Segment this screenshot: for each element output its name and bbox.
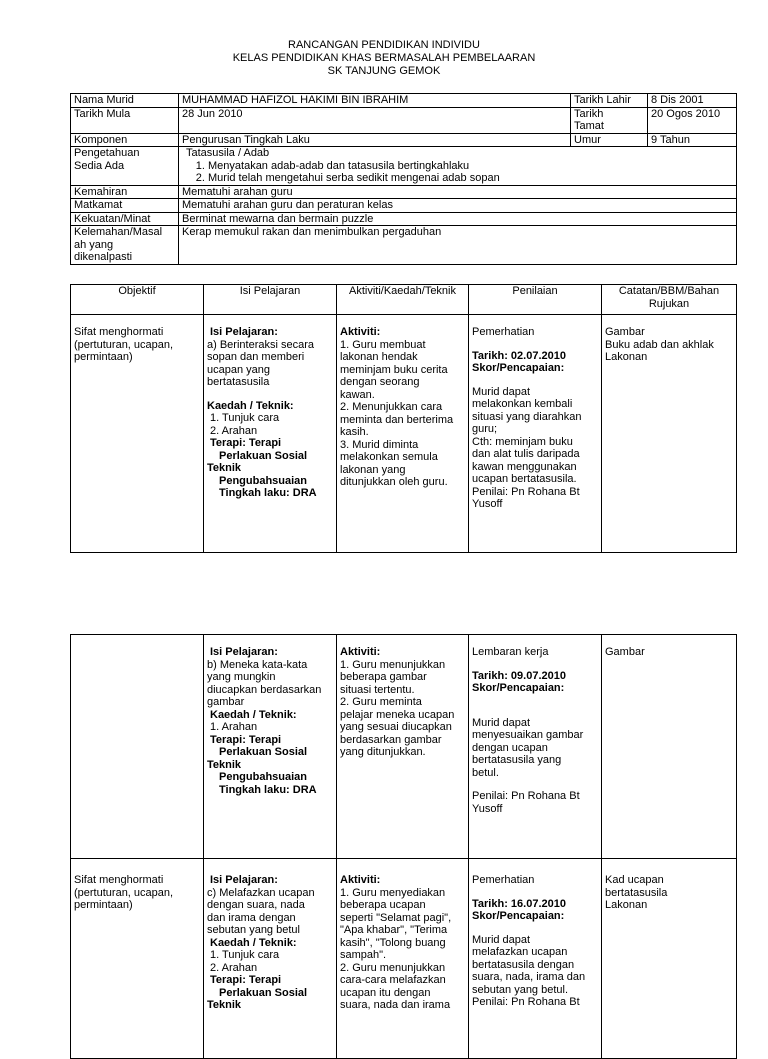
objektif-cell [71, 315, 204, 553]
isi-cell [204, 635, 337, 859]
catatan-line: bertatasusila [605, 886, 668, 899]
nama-label: Nama Murid [71, 94, 179, 108]
penilaian-line: Murid dapat [472, 933, 531, 946]
table-row [71, 859, 737, 1059]
penilaian-line: guru; [472, 423, 498, 435]
kelemahan-label-1: Kelemahan/Masal [74, 226, 163, 238]
doc-title [0, 39, 768, 78]
aktiviti-line: kasih. [340, 426, 369, 438]
kelemahan-label-2: ah yang [74, 238, 114, 251]
penilaian-line: situasi yang diarahkan [472, 410, 582, 423]
penilaian-line: sebutan yang betul. [472, 983, 569, 996]
tarikh-line: Tarikh: 02.07.2010 [472, 349, 566, 362]
penilai-line: Penilai: Pn Rohana Bt [472, 790, 580, 802]
catatan-cell [602, 635, 737, 859]
penilaian-line: dan alat tulis daripada [472, 448, 580, 460]
penilaian-title: Lembaran kerja [472, 646, 549, 658]
matkamat-label: Matkamat [71, 199, 179, 213]
penilaian-line: Murid dapat [472, 385, 531, 398]
penilaian-line: bertatasusila yang [472, 754, 562, 766]
objektif-line: permintaan) [74, 351, 133, 363]
isi-line: ucapan yang [207, 363, 270, 376]
aktiviti-line: 3. Murid diminta [340, 438, 419, 451]
isi-line: sebutan yang betul [207, 924, 300, 936]
aktiviti-line: yang ditunjukkan. [340, 746, 426, 758]
student-info-table [70, 93, 737, 265]
tarikh-line: Tarikh: 09.07.2010 [472, 669, 566, 682]
penilaian-line: melafazkan ucapan [472, 946, 568, 958]
table-row [71, 315, 737, 553]
skor-line: Skor/Pencapaian: [472, 910, 565, 922]
penilaian-title: Pemerhatian [472, 326, 535, 338]
tarikh-mula-label: Tarikh Mula [71, 107, 179, 133]
tarikh-lahir-label: Tarikh Lahir [571, 94, 648, 108]
penilai-line: Yusoff [472, 498, 503, 510]
isi-line: sopan dan memberi [207, 351, 305, 363]
col-header-catatan [602, 285, 737, 315]
teknik-line: Pengubahsuaian [219, 771, 308, 783]
terapi-line: Terapi: Terapi [210, 733, 282, 746]
pengetahuan-item: 2. Murid telah mengetahui serba sedikit mengenai adab sopan [208, 172, 733, 185]
kelemahan-value: Kerap memukul rakan dan menimbulkan pergaduhan [179, 226, 737, 265]
aktiviti-cell [337, 635, 469, 859]
terapi-line: Perlakuan Sosial [219, 746, 308, 758]
tarikh-line: Tarikh: 16.07.2010 [472, 897, 566, 910]
catatan-line: Gambar [605, 326, 645, 338]
kaedah-item: 2. Arahan [210, 424, 258, 437]
title-line-2: KELAS PENDIDIKAN KHAS BERMASALAH PEMBELAARAN [232, 52, 536, 64]
kaedah-title: Kaedah / Teknik: [210, 708, 297, 721]
catatan-cell [602, 315, 737, 553]
col-header-penilaian: Penilaian [469, 285, 602, 315]
isi-cell [204, 315, 337, 553]
penilaian-line: kawan menggunakan [472, 460, 577, 473]
aktiviti-line: 1. Guru membuat [340, 338, 426, 351]
isi-title: Isi Pelajaran: [210, 326, 278, 338]
objektif-line: permintaan) [74, 899, 133, 911]
komponen-label: Komponen [71, 133, 179, 147]
aktiviti-line: 1. Guru menyediakan [340, 886, 446, 899]
penilaian-line: Murid dapat [472, 716, 531, 729]
pengetahuan-label-2: Sedia Ada [74, 159, 125, 172]
aktiviti-title: Aktiviti: [340, 646, 381, 658]
penilaian-title: Pemerhatian [472, 874, 535, 886]
aktiviti-cell [337, 315, 469, 553]
aktiviti-title: Aktiviti: [340, 874, 381, 886]
penilaian-line: ucapan bertatasusila. [472, 473, 577, 485]
aktiviti-line: lakonan hendak [340, 351, 418, 363]
tarikh-tamat-label [571, 107, 648, 133]
aktiviti-line: beberapa ucapan [340, 899, 426, 911]
lesson-plan-table-2 [70, 634, 737, 1059]
nama-value: MUHAMMAD HAFIZOL HAKIMI BIN IBRAHIM [179, 94, 571, 108]
penilai-line: Penilai: Pn Rohana Bt [472, 485, 580, 498]
isi-title: Isi Pelajaran: [210, 874, 278, 886]
catatan-line: Lakonan [605, 899, 648, 911]
tarikh-lahir-value: 8 Dis 2001 [648, 94, 737, 108]
terapi-line: Perlakuan Sosial [219, 449, 308, 462]
teknik-line: Teknik [207, 462, 242, 474]
aktiviti-line: "Apa khabar", "Terima [340, 924, 448, 936]
aktiviti-line: seperti "Selamat pagi", [340, 911, 452, 924]
skor-line: Skor/Pencapaian: [472, 682, 565, 694]
matkamat-value: Mematuhi arahan guru dan peraturan kelas [179, 199, 737, 213]
aktiviti-line: meminjam buku cerita [340, 363, 448, 376]
kemahiran-label: Kemahiran [71, 185, 179, 199]
penilaian-line: Cth: meminjam buku [472, 435, 573, 448]
tarikh-tamat-value: 20 Ogos 2010 [648, 107, 737, 133]
isi-cell [204, 859, 337, 1059]
aktiviti-title: Aktiviti: [340, 326, 381, 338]
objektif-line: (pertuturan, ucapan, [74, 338, 174, 351]
col-header-objektif: Objektif [71, 285, 204, 315]
isi-title: Isi Pelajaran: [210, 646, 278, 658]
aktiviti-line: 2. Guru meminta [340, 696, 422, 708]
penilaian-cell [469, 315, 602, 553]
col-header-isi: Isi Pelajaran [204, 285, 337, 315]
penilaian-line: menyesuaikan gambar [472, 729, 584, 741]
kemahiran-value: Mematuhi arahan guru [179, 185, 737, 199]
kekuatan-label: Kekuatan/Minat [71, 212, 179, 226]
tarikh-mula-value: 28 Jun 2010 [179, 107, 571, 133]
aktiviti-line: cara-cara melafazkan [340, 974, 446, 986]
lesson-plan-table-1 [70, 284, 737, 553]
aktiviti-line: suara, nada dan irama [340, 999, 451, 1011]
pengetahuan-value [179, 147, 737, 186]
isi-line: c) Melafazkan ucapan [207, 886, 315, 899]
teknik-line: Teknik [207, 999, 242, 1011]
aktiviti-line: meminta dan berterima [340, 413, 454, 426]
penilai-line: Yusoff [472, 802, 503, 815]
table-row [71, 635, 737, 859]
isi-line: b) Meneka kata-kata [207, 658, 308, 671]
kaedah-title: Kaedah / Teknik: [207, 399, 294, 412]
aktiviti-cell [337, 859, 469, 1059]
aktiviti-line: lakonan yang [340, 463, 406, 476]
col-header-aktiviti: Aktiviti/Kaedah/Teknik [337, 285, 469, 315]
kelemahan-label-3: dikenalpasti [74, 251, 133, 263]
aktiviti-line: 2. Guru menunjukkan [340, 961, 446, 974]
aktiviti-line: dengan seorang [340, 376, 420, 388]
objektif-line: Sifat menghormati [74, 326, 164, 338]
penilaian-line: dengan ucapan [472, 741, 548, 754]
objektif-line: Sifat menghormati [74, 874, 164, 886]
teknik-line: Tingkah laku: DRA [219, 487, 317, 499]
isi-line: diucapkan berdasarkan [207, 683, 322, 696]
isi-line: dan irama dengan [207, 911, 296, 924]
aktiviti-line: 2. Menunjukkan cara [340, 401, 443, 413]
catatan-cell [602, 859, 737, 1059]
isi-line: a) Berinteraksi secara [207, 338, 314, 351]
isi-line: dengan suara, nada [207, 899, 305, 911]
isi-line: yang mungkin [207, 671, 276, 683]
kaedah-title: Kaedah / Teknik: [210, 936, 297, 949]
catatan-line: Kad ucapan [605, 874, 664, 886]
kaedah-item: 1. Tunjuk cara [210, 412, 280, 424]
aktiviti-line: sampah". [340, 949, 387, 961]
kaedah-item: 1. Tunjuk cara [210, 949, 280, 961]
pengetahuan-list [182, 160, 733, 185]
tarikh-tamat-label-1: Tarikh [574, 107, 604, 120]
catatan-line: Buku adab dan akhlak [605, 338, 714, 351]
pengetahuan-label [71, 147, 179, 186]
teknik-line: Tingkah laku: DRA [219, 783, 317, 796]
penilaian-line: suara, nada, irama dan [472, 971, 586, 983]
aktiviti-line: kawan. [340, 388, 375, 401]
kaedah-item: 2. Arahan [210, 961, 258, 974]
objektif-cell [71, 635, 204, 859]
umur-label: Umur [571, 133, 648, 147]
komponen-value: Pengurusan Tingkah Laku [179, 133, 571, 147]
aktiviti-line: kasih", "Tolong buang [340, 936, 446, 949]
skor-line: Skor/Pencapaian: [472, 362, 565, 374]
penilaian-line: bertatasusila dengan [472, 958, 575, 971]
title-line-1: RANCANGAN PENDIDIKAN INDIVIDU [288, 39, 480, 51]
penilaian-cell [469, 859, 602, 1059]
aktiviti-line: ditunjukkan oleh guru. [340, 476, 448, 488]
aktiviti-line: yang sesuai diucapkan [340, 721, 452, 733]
teknik-line: Teknik [207, 758, 242, 771]
kaedah-item: 1. Arahan [210, 721, 258, 733]
aktiviti-line: pelajar meneka ucapan [340, 708, 455, 721]
pengetahuan-title: Tatasusila / Adab [186, 147, 270, 159]
pengetahuan-item: 1. Menyatakan adab-adab dan tatasusila bertingkahlaku [208, 160, 733, 173]
objektif-cell [71, 859, 204, 1059]
terapi-line: Terapi: Terapi [210, 437, 282, 449]
isi-line: gambar [207, 696, 245, 708]
catatan-line: Gambar [605, 646, 645, 658]
aktiviti-line: situasi tertentu. [340, 683, 415, 696]
kekuatan-value: Berminat mewarna dan bermain puzzle [179, 212, 737, 226]
umur-value: 9 Tahun [648, 133, 737, 147]
aktiviti-line: berdasarkan gambar [340, 733, 442, 746]
catatan-line: Lakonan [605, 351, 648, 363]
col-header-catatan-2: Rujukan [648, 297, 690, 310]
pengetahuan-label-1: Pengetahuan [74, 147, 140, 159]
col-header-catatan-1: Catatan/BBM/Bahan [618, 285, 720, 297]
objektif-line: (pertuturan, ucapan, [74, 886, 174, 899]
terapi-line: Terapi: Terapi [210, 974, 282, 986]
penilai-line: Penilai: Pn Rohana Bt [472, 996, 580, 1008]
aktiviti-line: ucapan itu dengan [340, 986, 431, 999]
penilaian-cell [469, 635, 602, 859]
tarikh-tamat-label-2: Tamat [574, 120, 604, 132]
aktiviti-line: 1. Guru menunjukkan [340, 658, 446, 671]
kelemahan-label [71, 226, 179, 265]
penilaian-line: betul. [472, 766, 499, 779]
aktiviti-line: beberapa gambar [340, 671, 427, 683]
title-line-3: SK TANJUNG GEMOK [327, 65, 441, 77]
aktiviti-line: melakonkan semula [340, 451, 438, 463]
terapi-line: Perlakuan Sosial [219, 986, 308, 999]
teknik-line: Pengubahsuaian [219, 474, 308, 487]
penilaian-line: melakonkan kembali [472, 398, 573, 410]
isi-line: bertatasusila [207, 376, 270, 388]
